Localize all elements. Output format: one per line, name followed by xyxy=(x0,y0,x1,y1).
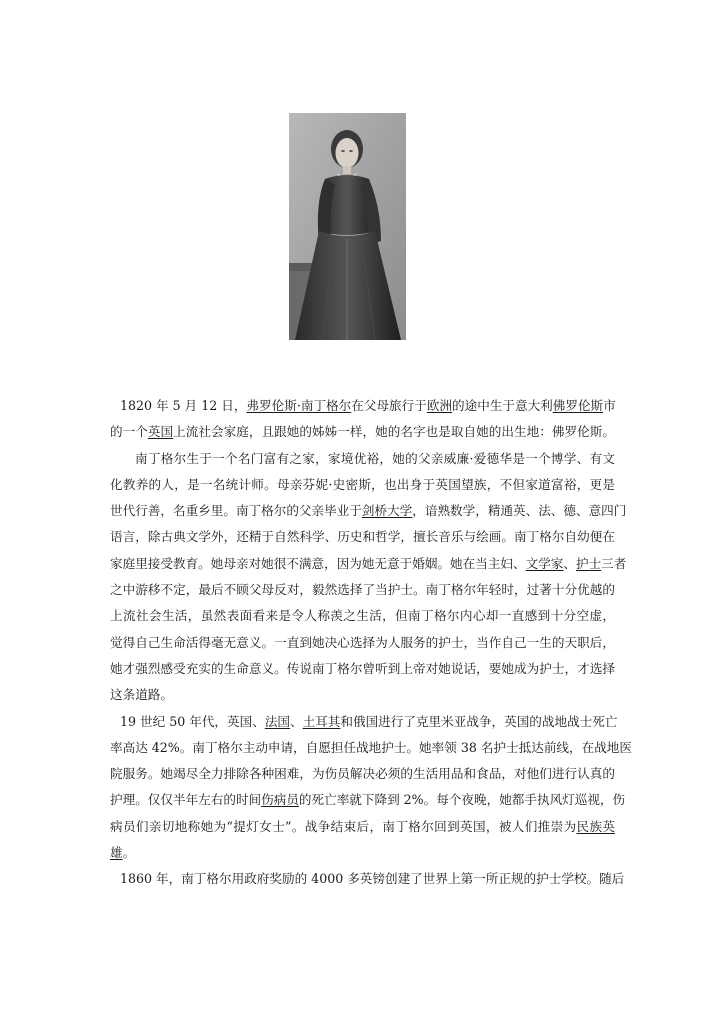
text-line: 之中游移不定，最后不顾父母反对，毅然选择了当护士。南丁格尔年轻时，过著十分优越的 xyxy=(110,582,615,598)
text-run: ，谙熟数学，精通英、法、德、意四门 xyxy=(412,503,627,519)
text-line xyxy=(110,814,615,840)
link-writer[interactable]: 文学家 xyxy=(525,555,564,571)
link-europe[interactable]: 欧洲 xyxy=(426,398,452,413)
text-run: 。 xyxy=(122,845,136,861)
link-national-hero[interactable]: 民族英 xyxy=(576,818,615,834)
text-run: 三者 xyxy=(601,555,627,571)
text-line: 率高达 42%。南丁格尔主动申请，自愿担任战地护士。她率领 38 名护士抵达前线，在战地医 xyxy=(110,739,632,755)
text-run: 上流社会家庭，且跟她的姊姊一样，她的名字也是取自她的出生地：佛罗伦斯。 xyxy=(173,424,616,440)
text-run: 和俄国进行了克里米亚战争，英国的战地战士死亡 xyxy=(340,713,618,729)
link-england[interactable]: 英国 xyxy=(147,424,174,440)
article-body xyxy=(110,393,632,893)
text-line xyxy=(110,419,615,445)
portrait-image xyxy=(289,113,406,340)
text-line: 南丁格尔生于一个名门富有之家，家境优裕，她的父亲威廉·爱德华是一个博学、有文 xyxy=(135,450,615,466)
text-line: 化教养的人，是一名统计师。母亲芬妮·史密斯，也出身于英国望族，不但家道富裕，更是 xyxy=(110,476,615,492)
link-wounded[interactable]: 伤病员 xyxy=(261,792,299,808)
link-cambridge[interactable]: 剑桥大学 xyxy=(361,503,413,519)
link-florence-city[interactable]: 佛罗伦斯 xyxy=(552,398,604,413)
text-line xyxy=(110,709,618,735)
text-run: 的死亡率就下降到 2%。每个夜晚，她都手执风灯巡视，伤 xyxy=(298,792,626,808)
text-run: 的一个 xyxy=(110,424,148,440)
link-florence-nightingale[interactable]: 弗罗伦斯·南丁格尔 xyxy=(246,398,352,413)
text-line xyxy=(110,787,626,813)
text-run: 、 xyxy=(290,713,303,729)
text-run: 市 xyxy=(603,398,616,413)
portrait-photo xyxy=(289,113,406,340)
text-line xyxy=(110,551,627,577)
text-run: 家庭里接受教育。她母亲对她很不满意，因为她无意于婚姻。她在当主妇、 xyxy=(110,555,526,571)
text-line: 上流社会生活，虽然表面看来是令人称羡之生活，但南丁格尔内心却一直感到十分空虚， xyxy=(110,608,615,624)
link-national-hero-cont[interactable]: 雄 xyxy=(110,845,123,861)
link-nurse[interactable]: 护士 xyxy=(575,555,602,571)
text-run: 、 xyxy=(563,555,576,571)
text-run: 在父母旅行于 xyxy=(351,398,427,413)
text-line xyxy=(110,498,627,524)
text-run: 1820 年 5 月 12 日， xyxy=(120,398,247,413)
text-line: 这条道路。 xyxy=(110,687,173,703)
text-run: 的途中生于意大利 xyxy=(452,398,553,413)
text-line xyxy=(110,840,615,866)
text-line: 院服务。她竭尽全力排除各种困难，为伤员解决必须的生活用品和食品，对他们进行认真的 xyxy=(110,766,615,782)
link-france[interactable]: 法国 xyxy=(264,713,290,729)
text-line: 语言，除古典文学外，还精于自然科学、历史和哲学，擅长音乐与绘画。南丁格尔自幼便在 xyxy=(110,529,615,545)
text-line: 1860 年，南丁格尔用政府奖励的 4000 多英镑创建了世界上第一所正规的护士学校。随后 xyxy=(120,871,625,887)
text-run: 护理。仅仅半年左右的时间 xyxy=(110,792,262,808)
text-line: 觉得自己生命活得毫无意义。一直到她决心选择为人服务的护士，当作自己一生的天职后， xyxy=(110,634,615,650)
text-run: 病员们亲切地称她为“提灯女士”。战争结束后，南丁格尔回到英国，被人们推崇为 xyxy=(110,818,577,834)
link-turkey[interactable]: 土耳其 xyxy=(302,713,341,729)
text-line xyxy=(110,393,615,419)
text-line: 她才强烈感受充实的生命意义。传说南丁格尔曾听到上帝对她说话，要她成为护士，才选择 xyxy=(110,660,615,676)
text-run: 19 世纪 50 年代，英国、 xyxy=(120,713,265,729)
text-run: 世代行善，名重乡里。南丁格尔的父亲毕业于 xyxy=(110,503,362,519)
